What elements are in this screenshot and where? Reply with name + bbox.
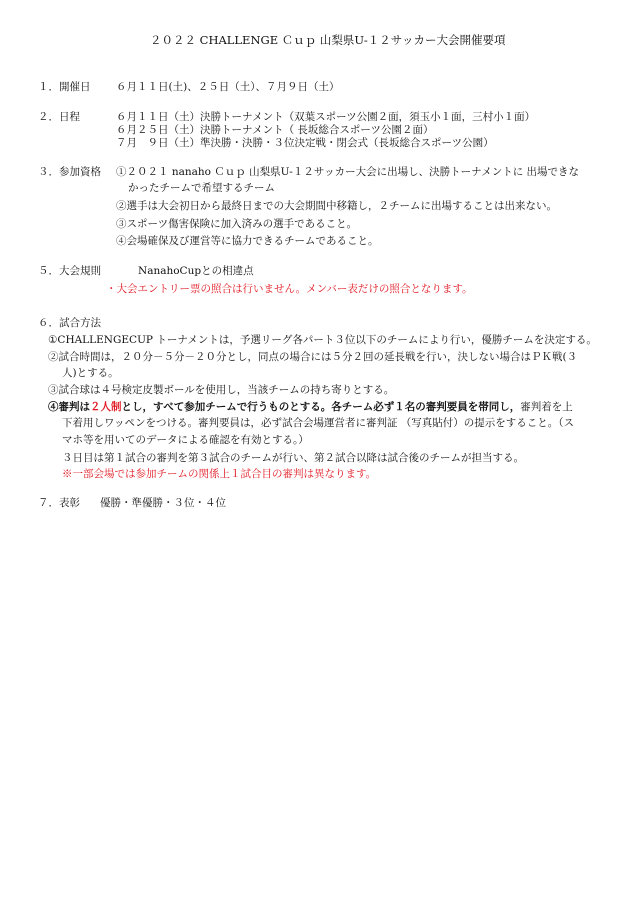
section-6-line: ③試合球は４号検定皮製ボールを使用し，当該チームの持ち寄りとする。 xyxy=(48,384,395,396)
section-6-note: ※一部会場では参加チームの関係上１試合目の審判は異なります。 xyxy=(62,468,377,480)
section-6-line: ①CHALLENGECUP トーナメントは，予選リーグ各パート３位以下のチームにより行い，優勝チームを決定する。 xyxy=(48,334,597,346)
referee-text-d: 審判着を上 xyxy=(520,401,573,413)
referee-text-a: ④審判は xyxy=(48,401,90,413)
section-6-line: ②試合時間は，２０分－５分－２０分とし，同点の場合には５分２回の延長戦を行い，決しない場合はＰＫ戦(３ xyxy=(48,351,578,363)
section-2-line: ６月１１日（土）決勝トーナメント（双葉スポーツ公園２面，須玉小１面，三村小１面） xyxy=(116,111,536,123)
section-5-line: NanahoCupとの相違点 xyxy=(138,265,254,277)
section-1-line: ６月１１日(土)、２５日（土）、７月９日（土） xyxy=(116,81,340,93)
section-1-heading: １．開催日 xyxy=(38,81,91,93)
referee-text-b: ２人制 xyxy=(90,401,122,413)
section-3-line: ③スポーツ傷害保険に加入済みの選手であること。 xyxy=(116,218,358,230)
section-7-line: 優勝・準優勝・３位・４位 xyxy=(100,497,226,509)
section-3-line: かったチームで希望するチーム xyxy=(128,182,275,194)
section-6-line: 人)とする。 xyxy=(62,367,119,379)
section-2-line: ６月２５日（土）決勝トーナメント（ 長坂総合スポーツ公園２面） xyxy=(116,124,434,136)
section-3-heading: ３．参加資格 xyxy=(38,166,101,178)
section-3-line: ④会場確保及び運営等に協力できるチームであること。 xyxy=(116,235,379,247)
section-6-line: ３日目は第１試合の審判を第３試合のチームが行い、第２試合以降は試合後のチームが担当する。 xyxy=(62,452,524,464)
section-5-heading: ５．大会規則 xyxy=(38,265,101,277)
section-7-heading: ７．表彰 xyxy=(38,497,80,509)
section-3-line: ②選手は大会初日から最終日までの大会期間中移籍し，２チームに出場することは出来ない。 xyxy=(116,200,557,212)
referee-text-c: とし，すべて参加チームで行うものとする。各チーム必ず１名の審判要員を帯同し， xyxy=(121,401,521,413)
section-3-line: ①２０２１ nanaho Ｃｕｐ 山梨県U-１２サッカー大会に出場し、決勝トーナメントに 出場できな xyxy=(116,166,580,178)
section-2-heading: ２．日程 xyxy=(38,111,80,123)
section-6-heading: ６．試合方法 xyxy=(38,317,101,329)
section-6-line: マホ等を用いてのデータによる確認を有効とする。） xyxy=(62,434,309,446)
section-6-line: 下着用しワッペンをつける。審判要員は，必ず試合会場運営者に審判証 （写真貼付）の提示をすること。（ス xyxy=(62,417,575,429)
section-2-line: ７月 ９日（土）準決勝・決勝・３位決定戦・閉会式（長坂総合スポーツ公園） xyxy=(116,137,494,149)
document-title: ２０２２ CHALLENGE Ｃｕｐ 山梨県U-１２サッカー大会開催要項 xyxy=(150,33,506,47)
section-6-referee-line xyxy=(48,400,573,415)
section-5-note: ・大会エントリー票の照合は行いません。メンバー表だけの照合となります。 xyxy=(106,283,473,295)
